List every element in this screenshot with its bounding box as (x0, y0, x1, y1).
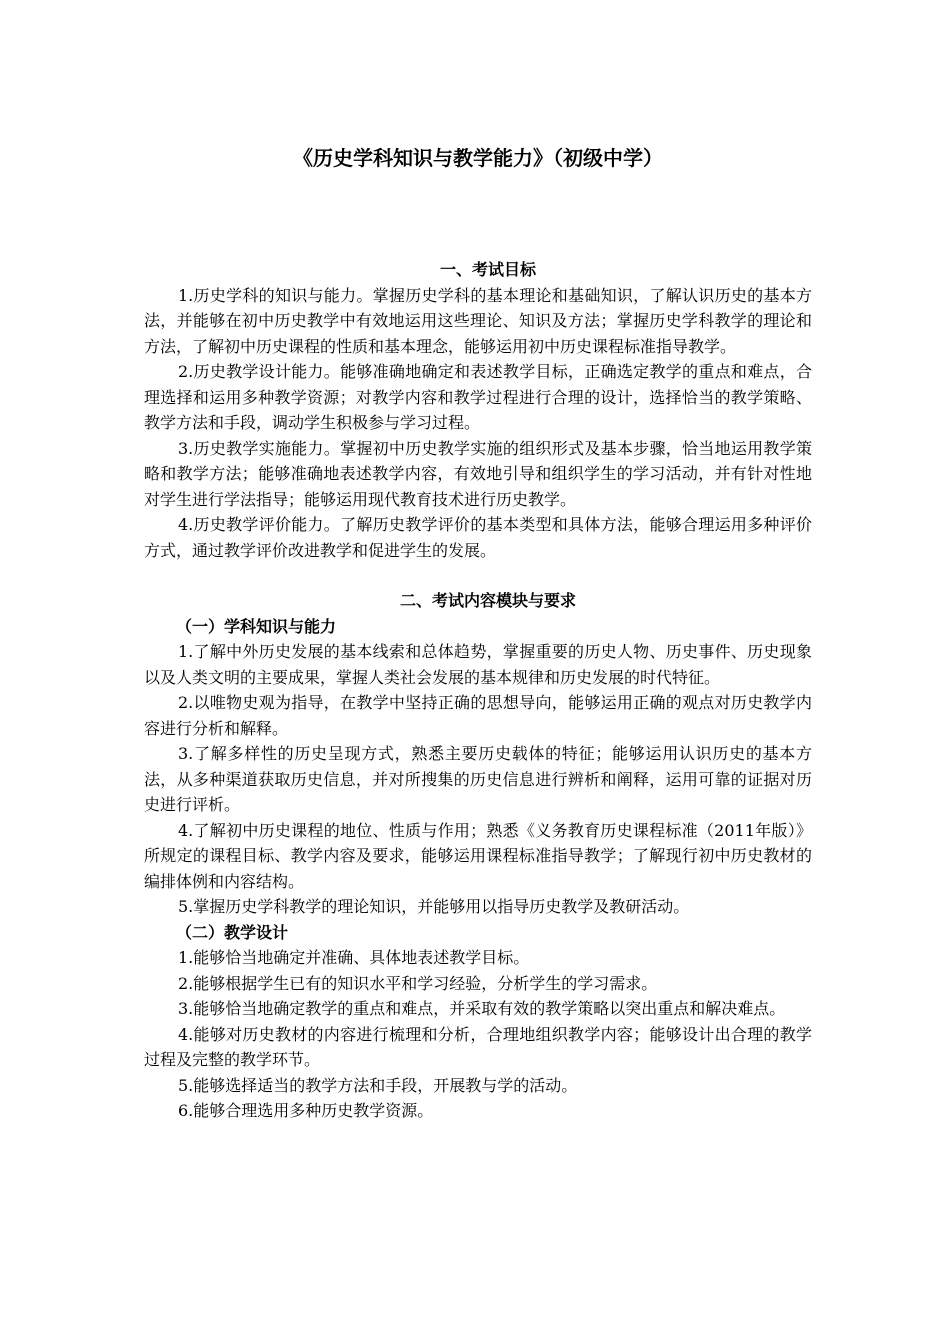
paragraph: 3.历史教学实施能力。掌握初中历史教学实施的组织形式及基本步骤，恰当地运用教学策略和教学方法；能够准确地表述教学内容，有效地引导和组织学生的学习活动，并有针对性地对学生进行学法指导；能够运用现代教育技术进行历史教学。 (144, 438, 812, 509)
document-title: 《历史学科知识与教学能力》（初级中学） (293, 146, 663, 170)
paragraph: 1.了解中外历史发展的基本线索和总体趋势，掌握重要的历史人物、历史事件、历史现象以及人类文明的主要成果，掌握人类社会发展的基本规律和历史发展的时代特征。 (144, 642, 812, 687)
paragraph: 3.能够恰当地确定教学的重点和难点，并采取有效的教学策略以突出重点和解决难点。 (178, 999, 786, 1018)
paragraph: 3.了解多样性的历史呈现方式，熟悉主要历史载体的特征；能够运用认识历史的基本方法，从多种渠道获取历史信息，并对所搜集的历史信息进行辨析和阐释，运用可靠的证据对历史进行评析。 (144, 744, 812, 814)
document-body (144, 257, 812, 1124)
paragraph: 6.能够合理选用多种历史教学资源。 (178, 1101, 434, 1120)
paragraph: 1.能够恰当地确定并准确、具体地表述教学目标。 (178, 948, 530, 967)
paragraph: 4.了解初中历史课程的地位、性质与作用；熟悉《义务教育历史课程标准（2011年版）》所规定的课程目标、教学内容及要求，能够运用课程标准指导教学；了解现行初中历史教材的编排体例和内容结构。 (144, 820, 812, 891)
paragraph: 2.能够根据学生已有的知识水平和学习经验，分析学生的学习需求。 (178, 973, 658, 993)
subsection-heading-teaching-design: （二）教学设计 (176, 922, 289, 942)
paragraph: 2.历史教学设计能力。能够准确地确定和表述教学目标，正确选定教学的重点和难点，合理选择和运用多种教学资源；对教学内容和教学过程进行合理的设计，选择恰当的教学策略、教学方法和手段，调动学生积极参与学习过程。 (144, 362, 812, 432)
paragraph: 1.历史学科的知识与能力。掌握历史学科的基本理论和基础知识，了解认识历史的基本方法，并能够在初中历史教学中有效地运用这些理论、知识及方法；掌握历史学科教学的理论和方法，了解初中历史课程的性质和基本理念，能够运用初中历史课程标准指导教学。 (144, 285, 812, 356)
paragraph: 5.能够选择适当的教学方法和手段，开展教与学的活动。 (178, 1075, 578, 1095)
paragraph: 4.历史教学评价能力。了解历史教学评价的基本类型和具体方法，能够合理运用多种评价方式，通过教学评价改进教学和促进学生的发展。 (144, 515, 812, 560)
paragraph: 2.以唯物史观为指导，在教学中坚持正确的思想导向，能够运用正确的观点对历史教学内容进行分析和解释。 (144, 693, 812, 738)
paragraph: 5.掌握历史学科教学的理论知识，并能够用以指导历史教学及教研活动。 (178, 897, 690, 916)
section-gap (144, 563, 812, 588)
subsection-heading-subject-knowledge: （一）学科知识与能力 (176, 616, 337, 636)
paragraph: 4.能够对历史教材的内容进行梳理和分析，合理地组织教学内容；能够设计出合理的教学过程及完整的教学环节。 (144, 1024, 812, 1069)
section-heading-exam-content: 二、考试内容模块与要求 (399, 591, 576, 610)
section-heading-exam-goals: 一、考试目标 (439, 260, 536, 279)
